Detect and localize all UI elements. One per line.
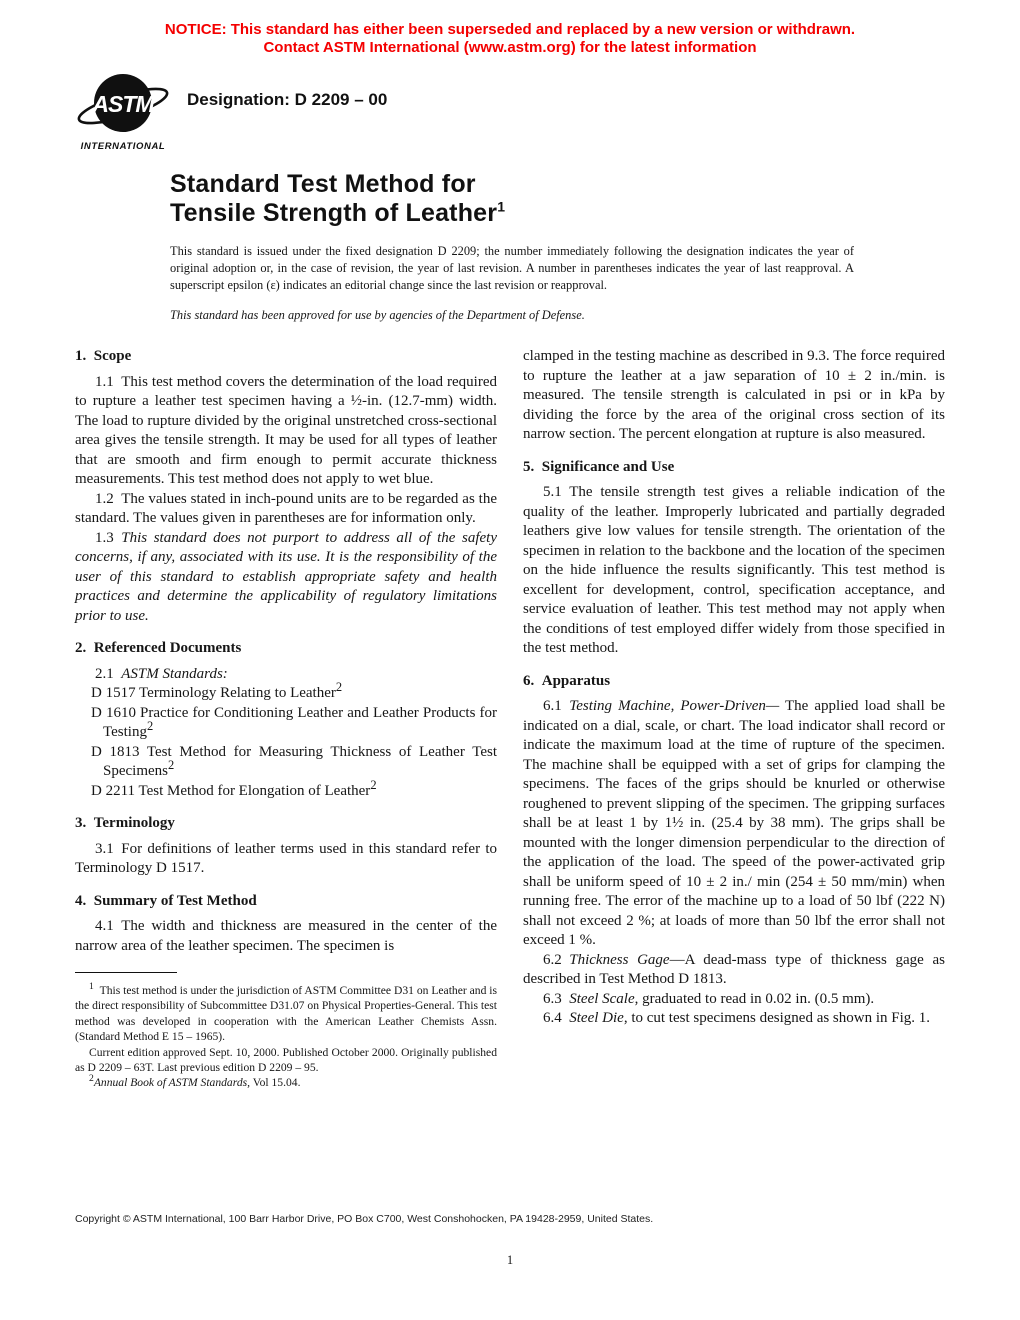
document-header: [75, 72, 387, 152]
para-6-4: [523, 1009, 945, 1029]
para-4-1-continuation: clamped in the testing machine as described in 9.3. The force required to rupture the leather at a jaw separation of 10 ± 2 in./min. is measured. The tensile strength is calculated in psi or in kPa by dividing the force by the area of the original cross section of its narrow section. The percent elongation at rupture is also measured.: [523, 348, 945, 442]
referenced-standard-item: [75, 680, 497, 704]
astm-logo-text: ASTM: [92, 91, 154, 117]
section-heading-referenced-documents: 2. Referenced Documents: [75, 640, 242, 656]
dod-approval-note: This standard has been approved for use by agencies of the Department of Defense.: [170, 308, 585, 323]
ref-text: D 1517 Terminology Relating to Leather: [91, 685, 336, 701]
footnote-ref: 2: [146, 719, 154, 733]
para-2-1-number: 2.1: [95, 665, 122, 682]
section-heading-significance: 5. Significance and Use: [523, 458, 675, 475]
para-1-2: 1.2 The values stated in inch-pound units are to be regarded as the standard. The values given in parentheses are for information only.: [75, 490, 497, 526]
para-6-1-text: The applied load shall be indicated on a dial, scale, or chart. The load indicator shall record or indicate the maximum load at the time of rupture of the specimen. The machine shall be equipped with a set of grips for clamping the specimens. The faces of the grips should be knurled or otherwise roughened to prevent slipping of the specimen. The gripping surfaces shall be at least 1 by 1½ in. (25.4 by 38 mm). The grips shall be mounted with the longer dimension perpendicular to the direction of the application of the load. The speed of the power-activated grip shall be uniform speed of 10 ± 2 in./ min (254 ± 50 mm/min) when running free. The error of the machine up to a load of 50 lbf (222 N) shall not exceed 2 %; at loads of more than 50 lbf the error shall not exceed 1 %.: [523, 698, 946, 948]
referenced-standards-list: [75, 680, 497, 801]
footnote-edition: Current edition approved Sept. 10, 2000. Published October 2000. Originally published as D 2209 – 63T. Last previous edition D 2209 – 95.: [75, 1045, 497, 1075]
footnote-divider: [75, 972, 177, 973]
right-column: [523, 347, 945, 1091]
para-1-3-text: This standard does not purport to address all of the safety concerns, if any, associated with its use. It is the responsibility of the user of this standard to establish appropriate safety and health practices and determine the applicability of regulatory limitations prior to use.: [75, 529, 497, 624]
title-line-2: [170, 199, 505, 228]
ref-text: D 1813 Test Method for Measuring Thickness of Leather Test Specimens: [91, 743, 497, 779]
para-6-1-number: 6.1: [543, 698, 570, 714]
footnote-2-rest: Vol 15.04.: [250, 1076, 301, 1090]
section-heading-scope: 1. Scope: [75, 348, 132, 364]
footnote-2-italic: Annual Book of ASTM Standards,: [93, 1076, 251, 1090]
para-6-2: [523, 951, 945, 990]
footnote-1-marker: 1: [89, 981, 94, 993]
para-6-2-lead: Thickness Gage: [569, 951, 670, 968]
para-6-1: [523, 697, 945, 951]
footnote-ref: 2: [370, 777, 377, 792]
copyright-line: Copyright © ASTM International, 100 Barr Harbor Drive, PO Box C700, West Conshohocken, PA 19428-2959, United States.: [75, 1213, 654, 1225]
footnote-2-marker: 2: [89, 1073, 94, 1085]
para-2-1: [75, 665, 497, 685]
para-1-1: 1.1 This test method covers the determination of the load required to rupture a leather test specimen having a ½-in. (12.7-mm) width. The load to rupture divided by the original unstretched cross-sectional area gives the tensile strength. It may be used for all types of leather that are smooth and firm enough to permit accurate thickness measurements. This test method does not apply to wet blue.: [75, 373, 497, 487]
footnote-block: [75, 972, 497, 1091]
para-6-3: [523, 990, 945, 1010]
document-title: [170, 170, 505, 228]
notice-line-1: NOTICE: This standard has either been superseded and replaced by a new version or withdrawn.: [164, 21, 856, 38]
section-heading-summary: 4. Summary of Test Method: [75, 892, 257, 909]
para-6-4-number: 6.4: [543, 1010, 570, 1026]
title-footnote-ref: 1: [497, 198, 506, 215]
left-column: [75, 347, 497, 1091]
para-6-3-number: 6.3: [543, 990, 570, 1007]
astm-logo-subtitle: INTERNATIONAL: [80, 141, 166, 152]
para-3-1: 3.1 For definitions of leather terms used in this standard refer to Terminology D 1517.: [75, 840, 497, 876]
referenced-standard-item: [75, 777, 497, 802]
para-5-1: 5.1 The tensile strength test gives a reliable indication of the quality of the leather. Improperly lubricated and partially degraded leathers give low values for tensile strength. The orientation of the specimen in relation to the backbone and the location of the specimen on the hide influence the results significantly. This test method is excellent for development, control, specification acceptance, and service evaluation of leather. This test method may not apply when the conditions of test employed differ widely from those specified in the test method.: [523, 484, 945, 656]
preamble: [170, 243, 854, 324]
para-2-1-text: ASTM Standards:: [121, 665, 228, 682]
issue-note: This standard is issued under the fixed designation D 2209; the number immediately following the designation indicates the year of original adoption or, in the case of revision, the year of last revision. A number in parentheses indicates the year of last reapproval. A superscript epsilon (ε) indicates an editorial change since the last revision or reapproval.: [170, 244, 854, 292]
notice-line-2: Contact ASTM International (www.astm.org) for the latest information: [263, 39, 757, 56]
superseded-notice: [0, 21, 1020, 57]
para-6-3-lead: Steel Scale: [569, 990, 635, 1007]
para-6-2-number: 6.2: [543, 951, 570, 968]
designation-label: Designation: D 2209 – 00: [187, 90, 388, 109]
para-6-4-text: , to cut test specimens designed as shown in Fig. 1.: [623, 1010, 931, 1026]
para-6-1-lead: Testing Machine, Power-Driven—: [569, 698, 780, 714]
astm-globe-icon: [75, 72, 171, 138]
ref-text: D 1610 Practice for Conditioning Leather and Leather Products for Testing: [91, 704, 497, 740]
para-1-3: [75, 529, 497, 627]
section-heading-apparatus: 6. Apparatus: [523, 672, 611, 689]
page-number: 1: [506, 1253, 514, 1267]
astm-logo: [75, 72, 171, 152]
footnote-2: [75, 1075, 497, 1090]
referenced-standard-item: [75, 743, 497, 782]
section-heading-terminology: 3. Terminology: [75, 815, 175, 831]
para-4-1: 4.1 The width and thickness are measured in the center of the narrow area of the leather specimen. The specimen is: [75, 918, 497, 954]
footnote-1-text: This test method is under the jurisdiction of ASTM Committee D31 on Leather and is the direct responsibility of Subcommittee D31.07 on Physical Properties-General. This test method was developed in cooperation with the American Leather Chemists Assn. (Standard Method E 15 – 1965).: [75, 984, 497, 1044]
para-1-3-number: 1.3: [95, 529, 122, 546]
referenced-standard-item: [75, 704, 497, 743]
footnote-1: [75, 983, 497, 1045]
title-line-2-text: Tensile Strength of Leather: [170, 199, 498, 227]
para-6-2-text: —A dead-mass type of thickness gage as described in Test Method D 1813.: [523, 951, 945, 987]
footnote-ref: 2: [168, 758, 175, 772]
para-6-3-text: , graduated to read in 0.02 in. (0.5 mm).: [634, 990, 875, 1007]
ref-text: D 2211 Test Method for Elongation of Leather: [91, 782, 371, 799]
footnote-ref: 2: [335, 680, 343, 694]
title-line-1: Standard Test Method for: [170, 170, 476, 198]
para-6-4-lead: Steel Die: [569, 1010, 624, 1026]
body-columns: [75, 347, 945, 1091]
